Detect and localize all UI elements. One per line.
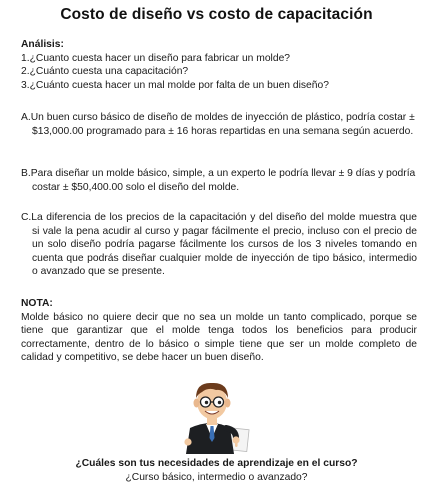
nota-text: Molde básico no quiere decir que no sea un molde un tanto complicado, porque se tiene que garantizar que el molde tenga todos los beneficios para producir correctamente, dentro de lo básico o simple tiene que ser un molde completo de calidad y competitivo, se debe hacer un buen diseño.: [21, 311, 417, 364]
footer-options: ¿Curso básico, intermedio o avanzado?: [125, 472, 308, 483]
point-b: B.Para diseñar un molde básico, simple, a un experto le podría llevar ± 9 días y podría costar ± $50,400.00 solo el diseño del molde.: [21, 168, 416, 193]
analysis-item-3: 3.¿Cuánto cuesta hacer un mal molde por falta de un buen diseño?: [21, 79, 329, 91]
footer-question: ¿Cuáles son tus necesidades de aprendizaje en el curso?: [75, 458, 358, 469]
page-title: Costo de diseño vs costo de capacitación: [60, 6, 373, 23]
point-a: A.Un buen curso básico de diseño de moldes de inyección de plástico, podría costar ± $13,000.00 programado para ± 16 horas repartidas en una semana según acuerdo.: [21, 112, 415, 137]
analysis-item-2: 2.¿Cuánto cuesta una capacitación?: [21, 66, 189, 78]
cartoon-man-pointing-icon: [172, 378, 252, 454]
analysis-item-1: 1.¿Cuanto cuesta hacer un diseño para fabricar un molde?: [21, 52, 291, 64]
nota-section: [21, 297, 417, 365]
analysis-heading: Análisis:: [21, 39, 64, 50]
point-c: C.La diferencia de los precios de la capacitación y del diseño del molde muestra que si vale la pena acudir al curso y pagar fácilmente el precio, incluso con el precio de un solo diseño podría pagarse fácilmente los cursos de los 3 niveles tomando en cuenta que podrás diseñar cualquier molde de inyección de tipo básico, intermedio o avanzado que se presente.: [21, 212, 417, 278]
nota-heading: NOTA:: [21, 298, 53, 309]
analysis-section: [21, 38, 417, 92]
